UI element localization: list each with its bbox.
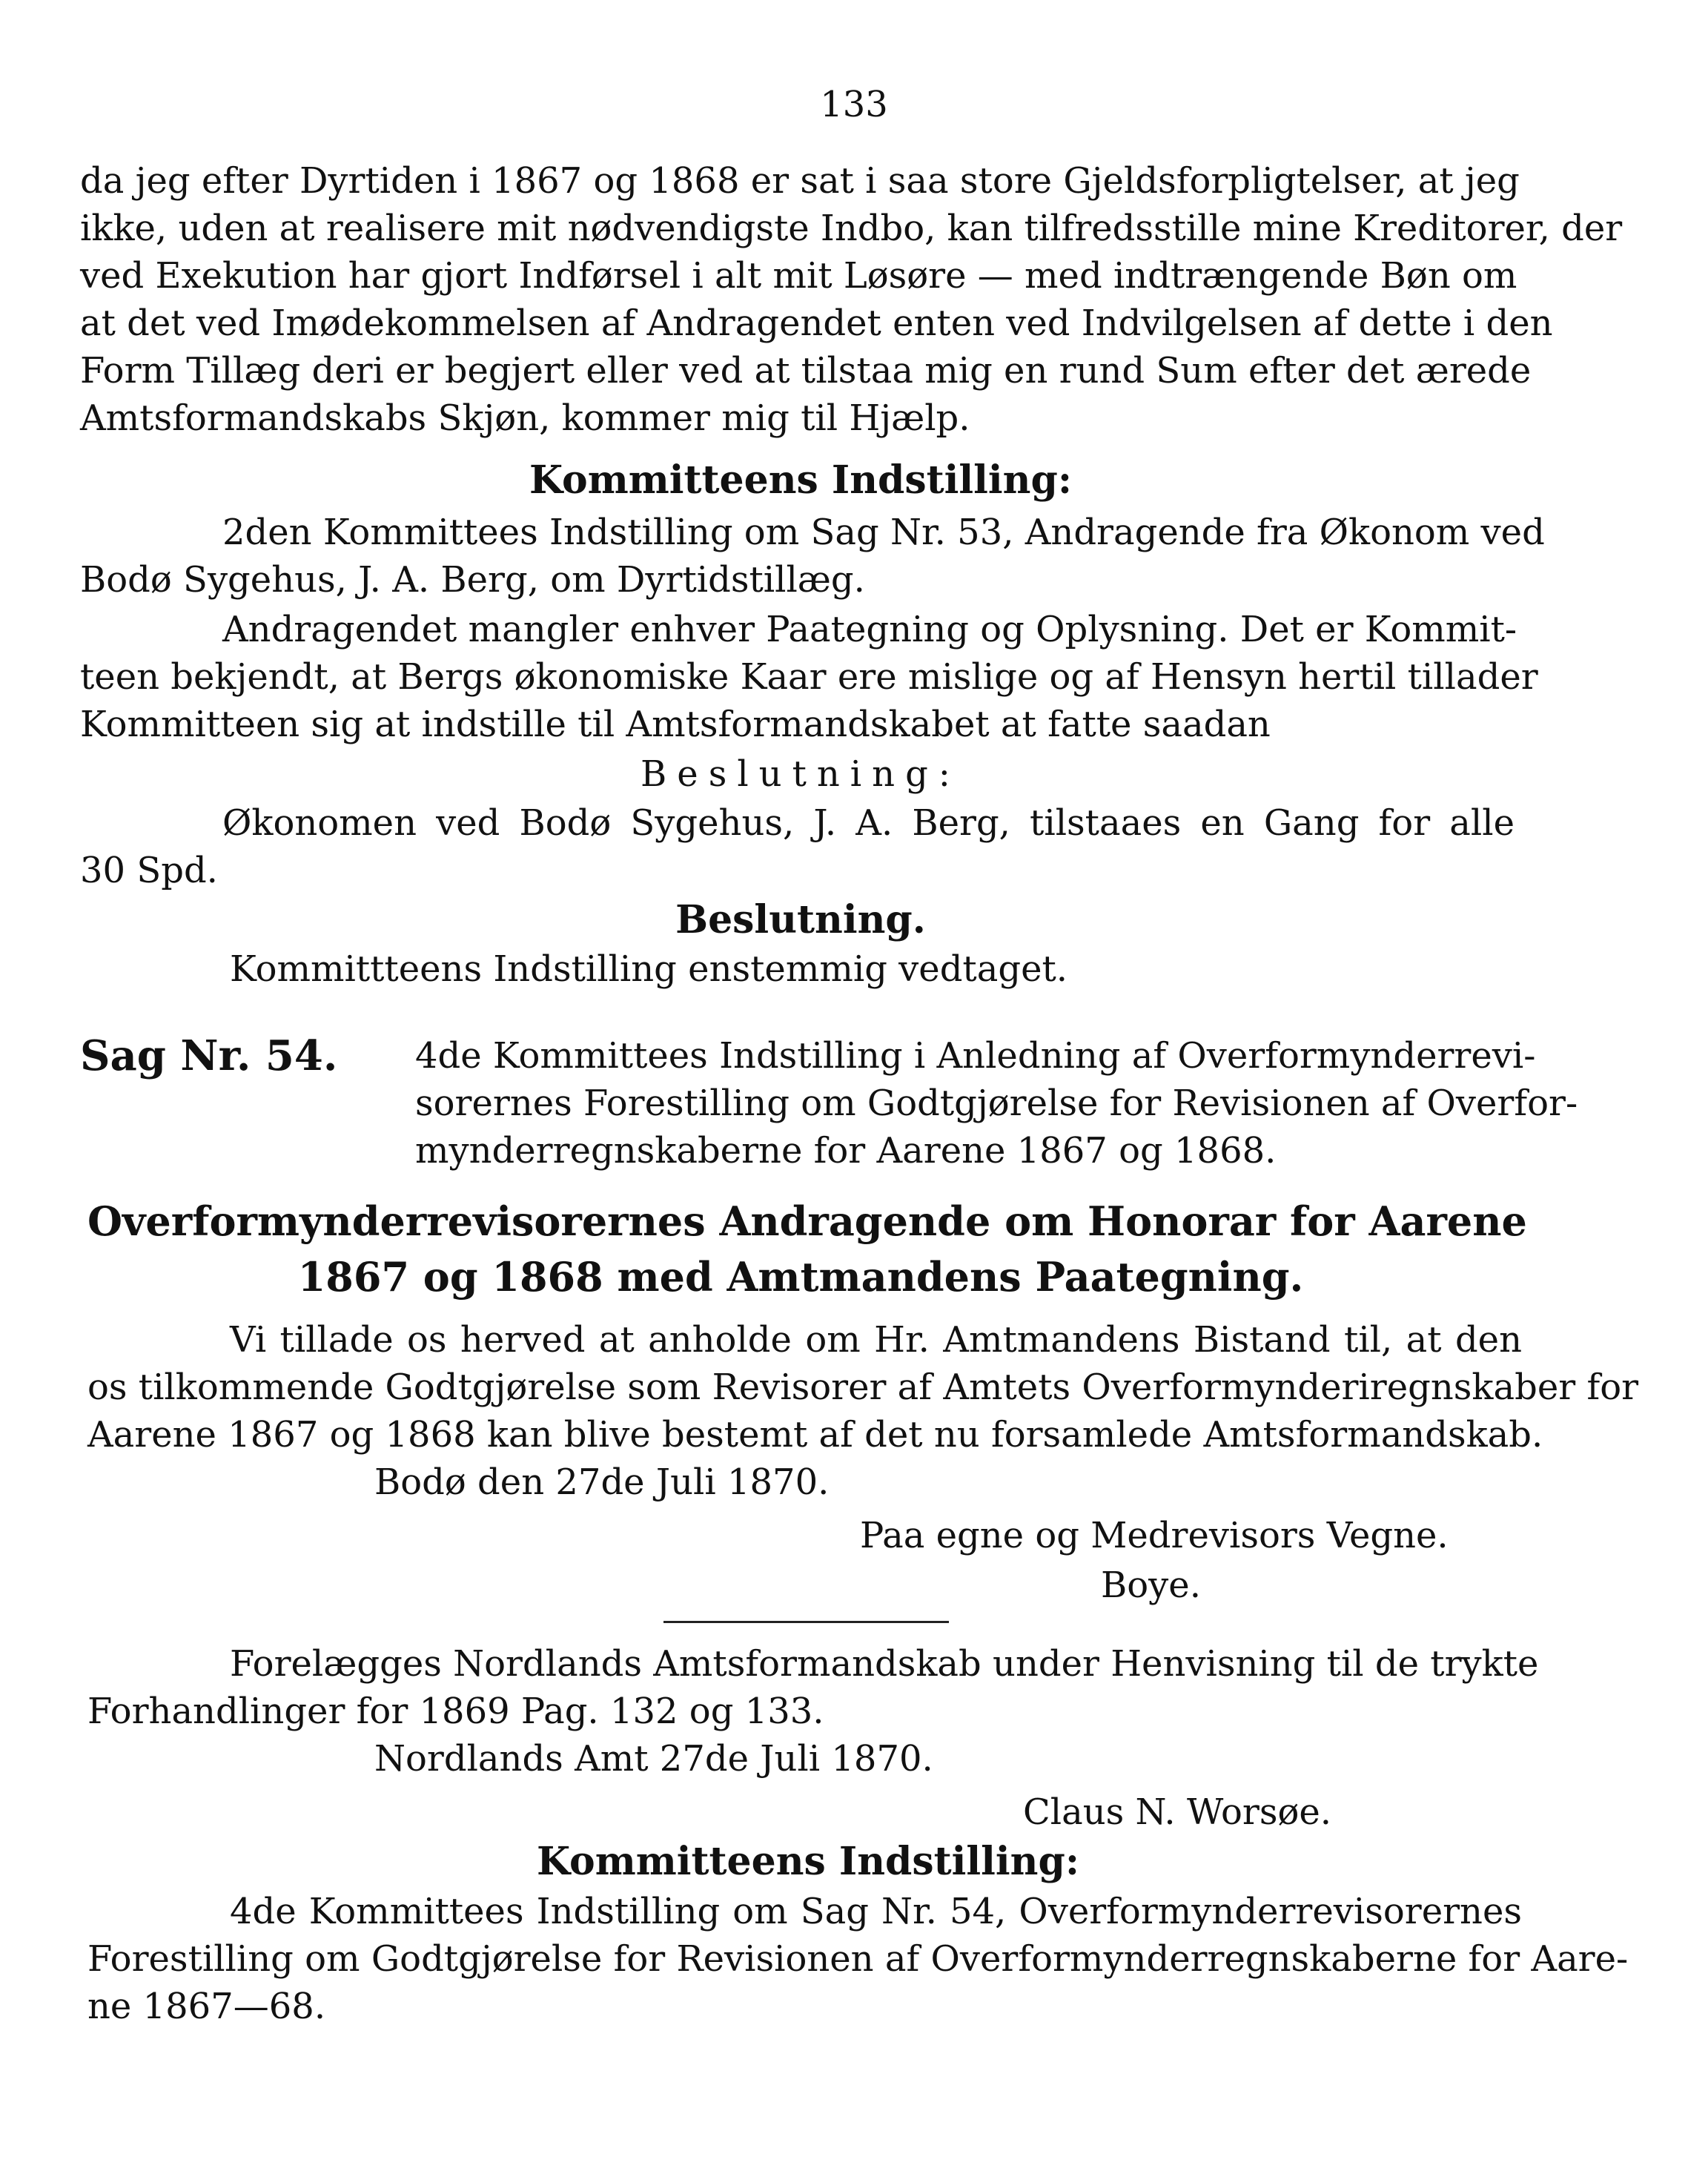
paragraph-line: 30 Spd. <box>80 850 218 891</box>
case-number: Sag Nr. 54. <box>80 1031 338 1080</box>
paragraph-line: ved Exekution har gjort Indførsel i alt mit Løsøre — med indtrængende Bøn om <box>80 255 1517 297</box>
paragraph-line: Amtsformandskabs Skjøn, kommer mig til Hjælp. <box>80 397 970 439</box>
page-number: 133 <box>820 84 888 125</box>
paragraph-line: Aarene 1867 og 1868 kan blive bestemt af det nu forsamlede Amtsformandskab. <box>87 1414 1543 1456</box>
signature-name: Claus N. Worsøe. <box>1023 1791 1332 1833</box>
section-heading: Beslutning. <box>675 897 926 942</box>
paragraph-line: Forestilling om Godtgjørelse for Revisionen af Overformynderregnskaberne for Aare- <box>87 1938 1629 1980</box>
section-heading: Kommitteens Indstilling: <box>529 457 1073 503</box>
separator-rule <box>663 1621 949 1623</box>
case-description-line: mynderregnskaberne for Aarene 1867 og 1868. <box>415 1130 1277 1172</box>
signature-line: Paa egne og Medrevisors Vegne. <box>860 1515 1449 1556</box>
paragraph-line: 2den Kommittees Indstilling om Sag Nr. 53, Andragende fra Økonom ved <box>222 512 1545 553</box>
paragraph-line: Bodø Sygehus, J. A. Berg, om Dyrtidstillæg. <box>80 559 865 601</box>
paragraph-line: Andragendet mangler enhver Paategning og Oplysning. Det er Kommit- <box>222 609 1517 650</box>
paragraph-line: ikke, uden at realisere mit nødvendigste Indbo, kan tilfredsstille mine Kreditorer, der <box>80 208 1623 249</box>
paragraph-line: Kommittteens Indstilling enstemmig vedtaget. <box>230 948 1068 990</box>
paragraph-line: at det ved Imødekommelsen af Andragendet enten ved Indvilgelsen af dette i den <box>80 303 1553 344</box>
paragraph-line: 4de Kommittees Indstilling om Sag Nr. 54, Overformynderrevisorernes <box>230 1891 1522 1932</box>
case-description-line: sorernes Forestilling om Godtgjørelse for Revisionen af Overfor- <box>415 1083 1578 1124</box>
document-heading: 1867 og 1868 med Amtmandens Paategning. <box>297 1253 1304 1301</box>
section-heading: Kommitteens Indstilling: <box>536 1839 1080 1884</box>
letter-date: Bodø den 27de Juli 1870. <box>374 1461 830 1503</box>
paragraph-line: Kommitteen sig at indstille til Amtsformandskabet at fatte saadan <box>80 704 1271 745</box>
paragraph-line: os tilkommende Godtgjørelse som Revisorer af Amtets Overformynderiregnskaber for <box>87 1367 1639 1408</box>
paragraph-line: Vi tillade os herved at anholde om Hr. Amtmandens Bistand til, at den <box>230 1319 1522 1361</box>
paragraph-line: Økonomen ved Bodø Sygehus, J. A. Berg, tilstaaes en Gang for alle <box>222 802 1515 844</box>
paragraph-line: Forhandlinger for 1869 Pag. 132 og 133. <box>87 1691 824 1732</box>
paragraph-line: teen bekjendt, at Bergs økonomiske Kaar ere mislige og af Hensyn hertil tillader <box>80 656 1538 698</box>
paragraph-line: Forelægges Nordlands Amtsformandskab under Henvisning til de trykte <box>230 1643 1539 1685</box>
paragraph-line: ne 1867—68. <box>87 1986 326 2027</box>
case-description-line: 4de Kommittees Indstilling i Anledning af Overformynderrevi- <box>415 1035 1536 1077</box>
paragraph-line: Form Tillæg deri er begjert eller ved at tilstaa mig en rund Sum efter det ærede <box>80 350 1532 391</box>
decision-label: Beslutning: <box>640 753 961 795</box>
letter-date: Nordlands Amt 27de Juli 1870. <box>374 1738 933 1780</box>
paragraph-line: da jeg efter Dyrtiden i 1867 og 1868 er sat i saa store Gjeldsforpligtelser, at jeg <box>80 160 1520 202</box>
document-heading: Overformynderrevisorernes Andragende om Honorar for Aarene <box>87 1197 1527 1245</box>
signature-name: Boye. <box>1101 1565 1201 1606</box>
